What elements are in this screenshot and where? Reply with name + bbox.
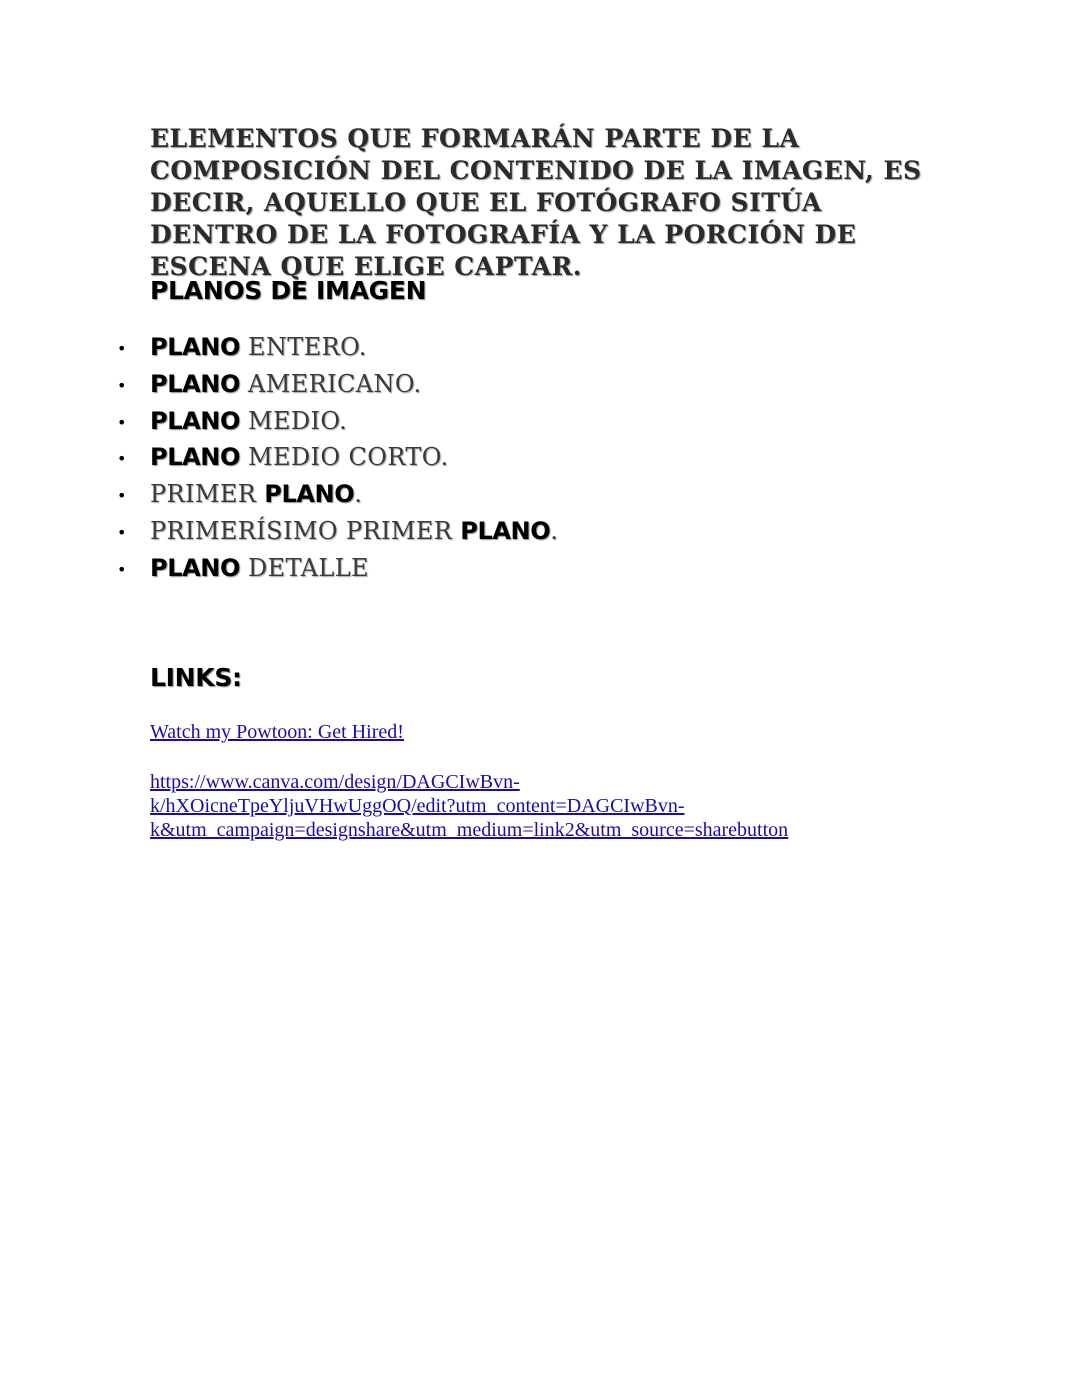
list-item-primerisimo-primer-plano	[117, 515, 559, 552]
planos-heading: PLANOS DE IMAGEN	[150, 276, 427, 305]
canva-link-line-1[interactable]: https://www.canva.com/design/DAGCIwBvn-	[150, 771, 520, 793]
plane-suffix: .	[550, 516, 559, 545]
list-item-primer-plano	[117, 478, 558, 515]
powtoon-link[interactable]: Watch my Powtoon: Get Hired!	[150, 721, 404, 743]
list-item-plano-americano	[117, 368, 558, 405]
plane-suffix: AMERICANO.	[239, 369, 422, 398]
plane-keyword: PLANO	[150, 333, 240, 361]
bullet-icon: •	[117, 486, 127, 506]
plane-keyword: PLANO	[150, 406, 240, 435]
bullet-icon: •	[117, 449, 127, 469]
list-item-plano-detalle	[117, 552, 558, 589]
plane-suffix: ENTERO.	[239, 333, 367, 361]
canva-link-line-3[interactable]: k&utm_campaign=designshare&utm_medium=link2&utm_source=sharebutton	[150, 819, 789, 841]
plane-keyword: PLANO	[150, 369, 240, 398]
plane-keyword: PLANO	[150, 443, 240, 472]
plane-suffix: MEDIO CORTO.	[239, 443, 449, 472]
bullet-icon: •	[117, 559, 127, 579]
plane-keyword: PLANO	[460, 516, 551, 545]
bullet-icon: •	[117, 412, 127, 432]
planes-list	[117, 331, 559, 589]
bullet-icon: •	[117, 375, 127, 395]
plane-suffix: DETALLE	[239, 553, 369, 582]
plane-suffix: .	[354, 480, 363, 509]
canva-link[interactable]	[150, 770, 788, 842]
plane-keyword: PLANO	[150, 553, 240, 582]
canva-link-line-2[interactable]: k/hXOicneTpeYljuVHwUggOQ/edit?utm_content=DAGCIwBvn-	[150, 795, 685, 817]
list-item-plano-medio-corto	[117, 441, 558, 478]
intro-paragraph: ELEMENTOS QUE FORMARÁN PARTE DE LA COMPOSICIÓN DEL CONTENIDO DE LA IMAGEN, ES DECIR, AQUELLO QUE EL FOTÓGRAFO SITÚA DENTRO DE LA FOTOGRAFÍA Y LA PORCIÓN DE ESCENA QUE ELIGE CAPTAR.	[150, 124, 922, 281]
bullet-icon: •	[117, 522, 127, 542]
plane-prefix: PRIMERÍSIMO PRIMER	[150, 516, 461, 545]
plane-keyword: PLANO	[264, 480, 355, 509]
bullet-icon: •	[117, 339, 127, 358]
plane-prefix: PRIMER	[150, 480, 265, 509]
list-item-plano-entero	[117, 331, 558, 368]
list-item-plano-medio	[117, 405, 558, 442]
plane-suffix: MEDIO.	[239, 406, 348, 435]
links-heading: LINKS:	[150, 663, 242, 692]
